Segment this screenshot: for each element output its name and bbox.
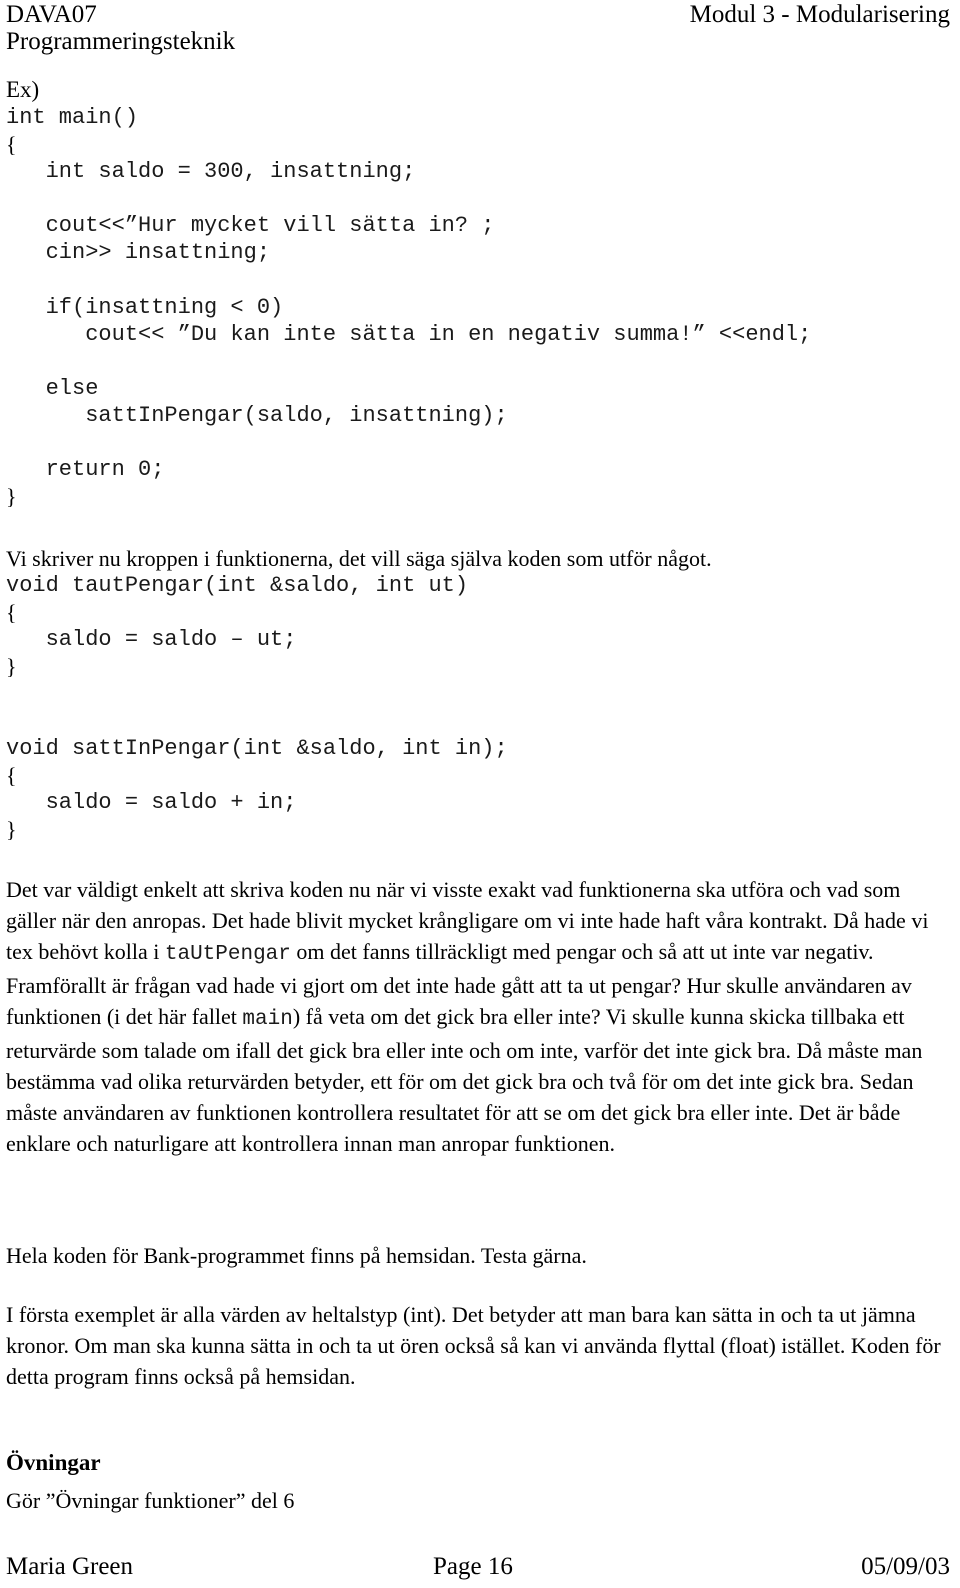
header-course-name: Programmeringsteknik (6, 28, 236, 55)
paragraph-text: Det var väldigt enkelt att skriva koden nu när vi visste exakt vad funktionerna ska utföra och vad som gäller när den anropas. Det hade blivit mycket krångligare om vi inte hade haft våra kontrakt. Då hade vi tex behövt kolla i (6, 877, 929, 964)
exercises-heading: Övningar (6, 1450, 101, 1475)
code-line: cout<< ”Du kan inte sätta in en negativ summa!” <<endl; (6, 322, 812, 347)
code-line: return 0; (6, 457, 165, 482)
code-line: void sattInPengar(int &saldo, int in); (6, 736, 508, 761)
homepage-note: Hela koden för Bank-programmet finns på hemsidan. Testa gärna. (6, 1243, 587, 1268)
code-line: } (6, 484, 17, 509)
footer-page: Page 16 (433, 1553, 513, 1580)
footer-author: Maria Green (6, 1553, 134, 1580)
code-line: cout<<”Hur mycket vill sätta in? ; (6, 213, 495, 238)
inline-code-tautpengar: taUtPengar (164, 943, 291, 966)
intro-text: Vi skriver nu kroppen i funktionerna, det vill säga själva koden som utför något. (6, 546, 712, 571)
header-course-code: DAVA07 (6, 1, 97, 28)
explanation-paragraph (6, 874, 951, 1159)
datatype-paragraph: I första exemplet är alla värden av heltalstyp (int). Det betyder att man bara kan sätta in och ta ut jämna kronor. Om man ska kunna sätta in och ta ut ören också så kan vi använda flyttal (float) istället. Koden för detta program finns också på hemsidan. (6, 1302, 941, 1389)
exercises-text: Gör ”Övningar funktioner” del 6 (6, 1488, 295, 1513)
paragraph-text: om det fanns tillräckligt med pengar och så att ut inte var negativ. Framförallt är frågan vad hade vi gjort om det inte hade gått att ta ut pengar? Hur skulle användaren av funktionen (i det här fallet (6, 939, 912, 1029)
code-line: } (6, 817, 17, 842)
inline-code-main: main (242, 1008, 293, 1031)
code-line: else (6, 376, 99, 401)
code-line: { (6, 132, 17, 157)
code-line: int saldo = 300, insattning; (6, 159, 416, 184)
code-line: int main() (6, 105, 139, 130)
paragraph-text: ) få veta om det gick bra eller inte? Vi skulle kunna skicka tillbaka ett returvärde som talade om ifall det gick bra eller inte och om inte, varför det inte gick bra. Då måste man bestämma vad olika returvärden betyder, ett för om det gick bra och två för om det inte gick bra. Sedan måste användaren av funktionen kontrollera resultatet för att se om det gick bra eller inte. Det är både enklare och naturligare att kontrollera innan man anropar funktionen. (6, 1004, 923, 1156)
code-line: if(insattning < 0) (6, 295, 284, 320)
code-line: saldo = saldo – ut; (6, 627, 297, 652)
code-line: saldo = saldo + in; (6, 790, 297, 815)
code-line: cin>> insattning; (6, 240, 271, 265)
code-line: { (6, 600, 17, 625)
code-line: } (6, 654, 17, 679)
header-module: Modul 3 - Modularisering (689, 1, 950, 28)
code-line: void tautPengar(int &saldo, int ut) (6, 573, 469, 598)
example-label: Ex) (6, 77, 40, 102)
footer-date: 05/09/03 (861, 1553, 950, 1580)
code-line: sattInPengar(saldo, insattning); (6, 403, 508, 428)
code-line: { (6, 763, 17, 788)
